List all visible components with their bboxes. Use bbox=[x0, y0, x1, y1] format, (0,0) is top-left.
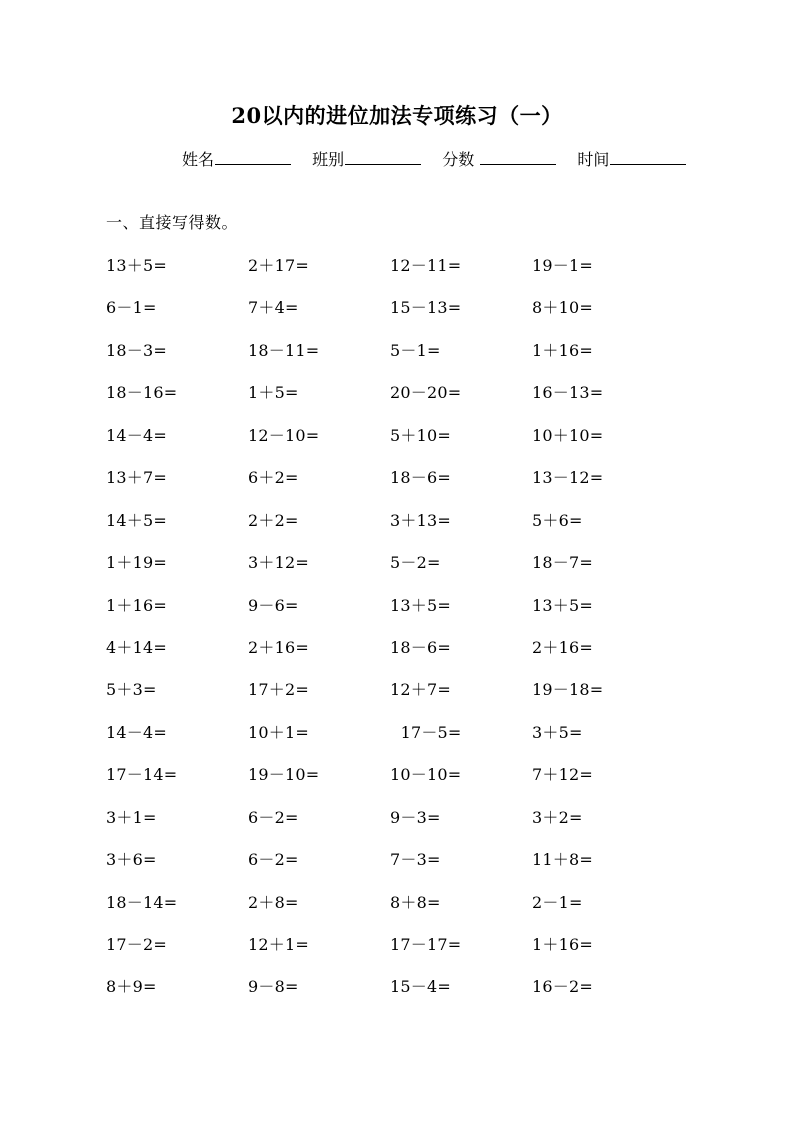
problem-item: 5＋6= bbox=[532, 510, 583, 530]
problem-item: 17＋2= bbox=[248, 680, 309, 700]
problem-item: 6＋2= bbox=[248, 468, 299, 488]
problem-item: 1＋5= bbox=[248, 383, 299, 403]
problem-item: 2－1= bbox=[532, 892, 583, 912]
name-blank[interactable] bbox=[215, 150, 291, 165]
problem-item: 13＋7= bbox=[106, 468, 167, 488]
score-label: 分数 bbox=[442, 150, 475, 169]
problem-item: 3＋2= bbox=[532, 807, 583, 827]
time-blank[interactable] bbox=[610, 150, 686, 165]
problem-item: 17－5= bbox=[390, 722, 462, 742]
problem-item: 2＋8= bbox=[248, 892, 299, 912]
problem-item: 19－10= bbox=[248, 765, 320, 785]
name-field[interactable] bbox=[182, 150, 291, 169]
class-label: 班别 bbox=[312, 150, 345, 169]
problem-item: 10－10= bbox=[390, 765, 462, 785]
problem-item: 15－4= bbox=[390, 977, 451, 997]
class-blank[interactable] bbox=[345, 150, 421, 165]
problem-item: 13＋5= bbox=[532, 595, 593, 615]
problem-item: 7＋12= bbox=[532, 765, 593, 785]
problem-item: 17－2= bbox=[106, 935, 167, 954]
problem-item: 13－12= bbox=[532, 468, 604, 488]
time-field[interactable] bbox=[577, 150, 686, 169]
worksheet-title: 20以内的进位加法专项练习（一） bbox=[231, 103, 563, 128]
problem-item: 18－7= bbox=[532, 553, 593, 573]
problem-item: 13＋5= bbox=[106, 256, 167, 275]
problem-item: 2＋16= bbox=[248, 637, 309, 657]
class-field[interactable] bbox=[312, 150, 421, 169]
problem-item: 18－11= bbox=[248, 340, 320, 360]
problem-item: 2＋17= bbox=[248, 256, 309, 275]
problem-item: 17－14= bbox=[106, 765, 178, 785]
problem-item: 3＋13= bbox=[390, 510, 451, 530]
problem-item: 8＋9= bbox=[106, 977, 157, 997]
problem-item: 10＋1= bbox=[248, 722, 309, 742]
problem-item: 3＋5= bbox=[532, 722, 583, 742]
problem-item: 1＋16= bbox=[532, 340, 593, 360]
problem-item: 12＋1= bbox=[248, 935, 309, 954]
section-heading: 一、直接写得数。 bbox=[106, 213, 239, 232]
problem-item: 3＋12= bbox=[248, 553, 309, 573]
problem-item: 18－14= bbox=[106, 892, 178, 912]
problem-item: 7＋4= bbox=[248, 298, 299, 318]
problem-item: 12＋7= bbox=[390, 680, 451, 700]
problem-item: 2＋16= bbox=[532, 637, 593, 657]
problem-item: 3＋1= bbox=[106, 807, 157, 827]
problem-item: 20－20= bbox=[390, 383, 462, 403]
problem-item: 6－2= bbox=[248, 850, 299, 870]
score-blank[interactable] bbox=[480, 150, 556, 165]
student-info-line bbox=[182, 147, 702, 170]
score-field[interactable] bbox=[442, 150, 556, 169]
problem-item: 1＋16= bbox=[532, 935, 593, 954]
time-label: 时间 bbox=[577, 150, 610, 169]
problem-item: 19－18= bbox=[532, 680, 604, 700]
problem-item: 6－1= bbox=[106, 298, 157, 318]
problem-item: 18－6= bbox=[390, 637, 451, 657]
problem-item: 2＋2= bbox=[248, 510, 299, 530]
problem-item: 17－17= bbox=[390, 935, 462, 954]
problem-item: 8＋10= bbox=[532, 298, 593, 318]
problem-item: 16－13= bbox=[532, 383, 604, 403]
problem-item: 6－2= bbox=[248, 807, 299, 827]
name-label: 姓名 bbox=[182, 150, 215, 169]
problem-item: 18－6= bbox=[390, 468, 451, 488]
problem-item: 9－3= bbox=[390, 807, 441, 827]
problem-item: 5＋3= bbox=[106, 680, 157, 700]
problem-item: 14－4= bbox=[106, 722, 167, 742]
problem-item: 7－3= bbox=[390, 850, 441, 870]
problem-item: 4＋14= bbox=[106, 637, 167, 657]
problem-item: 1＋19= bbox=[106, 553, 167, 573]
problem-item: 8＋8= bbox=[390, 892, 441, 912]
problem-item: 9－8= bbox=[248, 977, 299, 997]
problem-item: 3＋6= bbox=[106, 850, 157, 870]
problem-item: 5－1= bbox=[390, 340, 441, 360]
problem-item: 5－2= bbox=[390, 553, 441, 573]
problem-item: 12－10= bbox=[248, 425, 320, 445]
problem-item: 11＋8= bbox=[532, 850, 593, 870]
problem-item: 14－4= bbox=[106, 425, 167, 445]
problem-item: 10＋10= bbox=[532, 425, 604, 445]
problem-item: 14＋5= bbox=[106, 510, 167, 530]
problem-item: 19－1= bbox=[532, 256, 593, 275]
problem-item: 12－11= bbox=[390, 256, 462, 275]
problem-item: 18－16= bbox=[106, 383, 178, 403]
problem-item: 13＋5= bbox=[390, 595, 451, 615]
problem-item: 15－13= bbox=[390, 298, 462, 318]
problem-item: 5＋10= bbox=[390, 425, 451, 445]
problem-item: 18－3= bbox=[106, 340, 167, 360]
problem-item: 9－6= bbox=[248, 595, 299, 615]
problem-item: 16－2= bbox=[532, 977, 593, 997]
problem-item: 1＋16= bbox=[106, 595, 167, 615]
